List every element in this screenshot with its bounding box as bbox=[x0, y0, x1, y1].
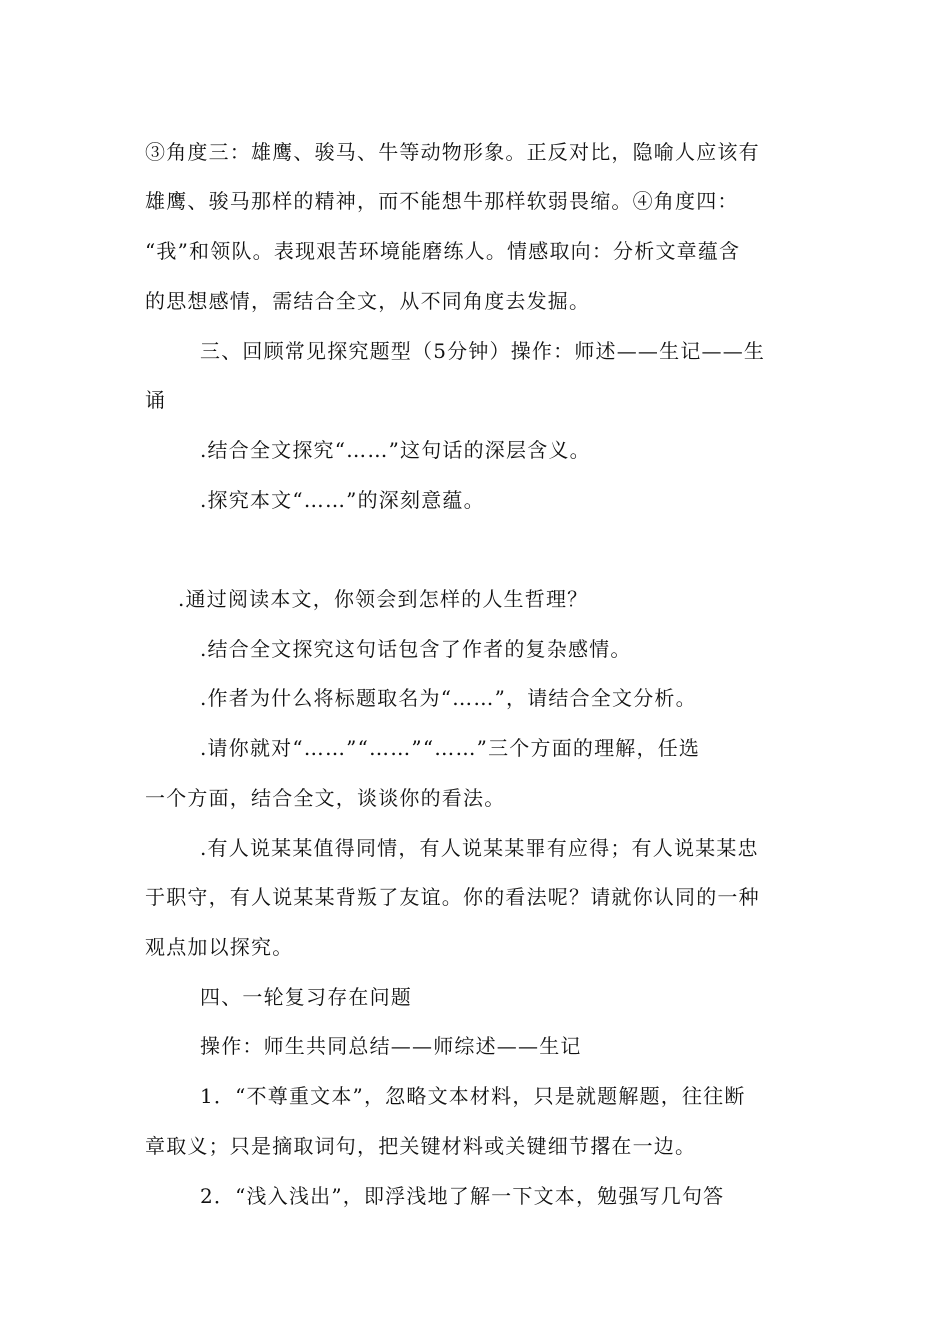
text-line: 一个方面，结合全文，谈谈你的看法。 bbox=[145, 786, 506, 810]
section-heading: 四、一轮复习存在问题 bbox=[200, 985, 412, 1009]
list-item: .探究本文“……”的深刻意蕴。 bbox=[200, 488, 485, 512]
list-item: .有人说某某值得同情，有人说某某罪有应得；有人说某某忠 bbox=[200, 836, 759, 860]
list-item: .通过阅读本文，你领会到怎样的人生哲理？ bbox=[178, 587, 589, 611]
text-line: 章取义；只是摘取词句，把关键材料或关键细节撂在一边。 bbox=[145, 1134, 697, 1158]
text-line: “我”和领队。表现艰苦环境能磨练人。情感取向：分析文章蕴含 bbox=[145, 239, 741, 263]
text-line: 于职守，有人说某某背叛了友谊。你的看法呢？请就你认同的一种 bbox=[145, 885, 760, 909]
section-heading: 三、回顾常见探究题型（5分钟）操作：师述——生记——生 bbox=[200, 339, 766, 363]
text-line: 操作：师生共同总结——师综述——生记 bbox=[200, 1034, 582, 1058]
list-item: .请你就对“……”“……”“……”三个方面的理解，任选 bbox=[200, 736, 701, 760]
list-item: 1．“不尊重文本”，忽略文本材料，只是就题解题，往往断 bbox=[200, 1084, 746, 1108]
text-line: 雄鹰、骏马那样的精神，而不能想牛那样软弱畏缩。④角度四： bbox=[145, 189, 739, 213]
list-item: .结合全文探究“……”这句话的深层含义。 bbox=[200, 438, 591, 462]
text-line: 观点加以探究。 bbox=[145, 935, 294, 959]
list-item: .作者为什么将标题取名为“……”，请结合全文分析。 bbox=[200, 686, 697, 710]
text-line: 的思想感情，需结合全文，从不同角度去发掘。 bbox=[145, 289, 591, 313]
text-line: 诵 bbox=[145, 388, 167, 412]
list-item: .结合全文探究这句话包含了作者的复杂感情。 bbox=[200, 637, 632, 661]
text-line: ③角度三：雄鹰、骏马、牛等动物形象。正反对比，隐喻人应该有 bbox=[145, 140, 760, 164]
list-item: 2．“浅入浅出”，即浮浅地了解一下文本，勉强写几句答 bbox=[200, 1184, 725, 1208]
